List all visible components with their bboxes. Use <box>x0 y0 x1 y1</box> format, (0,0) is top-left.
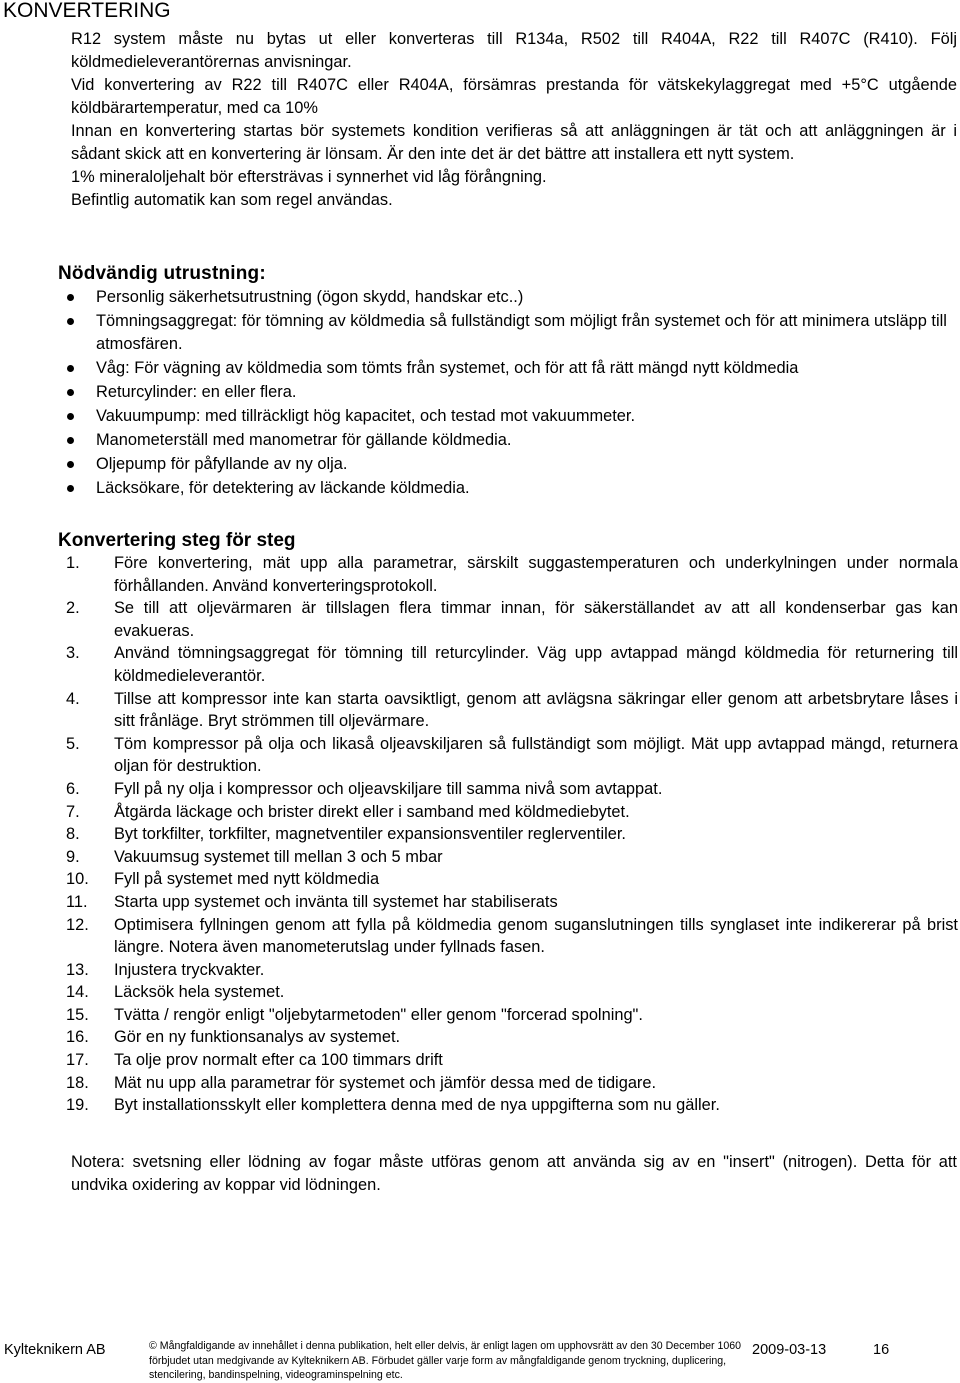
footer-date: 2009-03-13 <box>752 1342 827 1358</box>
step-number: 8. <box>66 825 80 844</box>
step-text: Optimisera fyllningen genom att fylla på köldmedia genom suganslutningen tills synglaset inte indikererar på brist längre. Notera även manometerutslag under fyllnads fasen. <box>114 915 958 957</box>
bullet-icon <box>67 294 74 301</box>
list-item-text: Tömningsaggregat: för tömning av köldmedia så fullständigt som möjligt från systemet och för att minimera utsläpp till atmosfären. <box>96 312 947 353</box>
intro-paragraph: Befintlig automatik kan som regel användas. <box>71 191 393 209</box>
step-item <box>58 1049 958 1072</box>
step-text: Starta upp systemet och invänta till systemet har stabiliserats <box>114 892 558 911</box>
step-text: Injustera tryckvakter. <box>114 960 265 979</box>
list-item <box>58 405 958 428</box>
bullet-icon <box>67 318 74 325</box>
list-item-text: Läcksökare, för detektering av läckande köldmedia. <box>96 479 470 497</box>
list-item <box>58 357 958 380</box>
step-item <box>58 891 958 914</box>
step-item <box>58 1072 958 1095</box>
step-text: Fyll på ny olja i kompressor och oljeavskiljare till samma nivå som avtappat. <box>114 779 663 798</box>
step-text: Tvätta / rengör enligt "oljebytarmetoden" eller genom "forcerad spolning". <box>114 1005 643 1024</box>
list-item <box>58 286 958 309</box>
step-item <box>58 688 958 733</box>
step-number: 13. <box>66 960 89 979</box>
step-number: 3. <box>66 644 80 663</box>
step-number: 6. <box>66 779 80 798</box>
step-number: 10. <box>66 870 89 889</box>
bullet-icon <box>67 485 74 492</box>
step-text: Byt torkfilter, torkfilter, magnetventiler expansionsventiler reglerventiler. <box>114 825 626 844</box>
step-text: Töm kompressor på olja och likaså oljeavskiljaren så fullständigt som möjligt. Mät upp avtappad mängd, returnera oljan för destruktion. <box>114 734 958 776</box>
step-number: 9. <box>66 847 80 866</box>
intro-paragraph: Vid konvertering av R22 till R407C eller R404A, försämras prestanda för vätskekylaggregat med +5°C utgående köldbärartemperatur, med ca 10% <box>71 76 957 117</box>
footer-company: Kylteknikern AB <box>4 1342 106 1358</box>
step-text: Vakuumsug systemet till mellan 3 och 5 mbar <box>114 847 443 866</box>
equipment-list <box>58 286 958 501</box>
step-text: Gör en ny funktionsanalys av systemet. <box>114 1028 401 1047</box>
list-item <box>58 310 958 356</box>
step-text: Använd tömningsaggregat för tömning till returcylinder. Väg upp avtappad mängd köldmedia för returnering till köldmedieleverantör. <box>114 644 958 685</box>
step-number: 16. <box>66 1028 89 1047</box>
step-item <box>58 733 958 778</box>
bullet-icon <box>67 413 74 420</box>
step-item <box>58 801 958 824</box>
step-item <box>58 597 958 642</box>
step-text: Läcksök hela systemet. <box>114 983 285 1002</box>
step-number: 4. <box>66 689 80 708</box>
steps-list <box>58 552 958 1117</box>
step-number: 12. <box>66 915 89 934</box>
list-item <box>58 381 958 404</box>
step-text: Fyll på systemet med nytt köldmedia <box>114 870 380 889</box>
step-text: Mät nu upp alla parametrar för systemet och jämför dessa med de tidigare. <box>114 1073 657 1092</box>
step-item <box>58 778 958 801</box>
intro-paragraph: Innan en konvertering startas bör systemets kondition verifieras så att anläggningen är tät och att anläggningen är i sådant skick att en konvertering är lönsam. Är den inte det är det bättre att installera ett nytt system. <box>71 122 957 163</box>
list-item <box>58 429 958 452</box>
step-text: Byt installationsskylt eller komplettera denna med de nya uppgifterna som nu gäller. <box>114 1096 720 1115</box>
list-item-text: Våg: För vägning av köldmedia som tömts från systemet, och för att få rätt mängd nytt köldmedia <box>96 359 799 377</box>
intro-paragraph: R12 system måste nu bytas ut eller konverteras till R134a, R502 till R404A, R22 till R407C (R410). Följ köldmedieleverantörernas anvisningar. <box>71 30 957 71</box>
list-item-text: Vakuumpump: med tillräckligt hög kapacitet, och testad mot vakuummeter. <box>96 407 636 425</box>
step-text: Före konvertering, mät upp alla parametrar, särskilt suggastemperaturen och underkylningen under normala förhållanden. Använd konverteringsprotokoll. <box>114 554 958 595</box>
step-number: 17. <box>66 1051 89 1070</box>
step-number: 11. <box>66 892 88 911</box>
step-number: 7. <box>66 802 80 821</box>
step-item <box>58 981 958 1004</box>
intro-section <box>71 28 957 212</box>
step-item <box>58 1026 958 1049</box>
step-text: Se till att oljevärmaren är tillslagen flera timmar innan, för säkerställandet av att all kondenserbar gas kan evakueras. <box>114 599 958 640</box>
step-item <box>58 823 958 846</box>
step-number: 18. <box>66 1073 89 1092</box>
step-item <box>58 1094 958 1117</box>
step-number: 5. <box>66 734 80 753</box>
bullet-icon <box>67 389 74 396</box>
intro-paragraph: 1% mineraloljehalt bör eftersträvas i synnerhet vid låg förångning. <box>71 168 547 186</box>
note-paragraph: Notera: svetsning eller lödning av fogar måste utföras genom att använda sig av en "insert" (nitrogen). Detta för att undvika oxidering av koppar vid lödningen. <box>71 1153 957 1194</box>
list-item <box>58 477 958 500</box>
step-item <box>58 1004 958 1027</box>
list-item-text: Returcylinder: en eller flera. <box>96 383 297 401</box>
step-text: Ta olje prov normalt efter ca 100 timmars drift <box>114 1051 443 1070</box>
step-text: Tillse att kompressor inte kan starta oavsiktligt, genom att avlägsna säkringar eller genom att arbetsbrytare låses i sitt frånläge. Bryt strömmen till oljevärmare. <box>114 689 958 731</box>
step-text: Åtgärda läckage och brister direkt eller i samband med köldmediebytet. <box>114 802 630 821</box>
step-item <box>58 846 958 869</box>
step-item <box>58 868 958 891</box>
steps-heading: Konvertering steg för steg <box>58 530 296 551</box>
footer-copyright: © Mångfaldigande av innehållet i denna publikation, helt eller delvis, är enligt lagen om upphovsrätt av den 30 December 1060 förbjudet utan medgivande av Kylteknikern AB. Förbudet gäller varje form av mångfaldigande genom tryckning, duplicering, stencilering, bandinspelning, videograminspelning etc. <box>149 1340 742 1381</box>
list-item-text: Oljepump för påfyllande av ny olja. <box>96 455 348 473</box>
step-item <box>58 552 958 597</box>
bullet-icon <box>67 437 74 444</box>
step-item <box>58 642 958 687</box>
step-item <box>58 959 958 982</box>
document-title: KONVERTERING <box>3 0 171 22</box>
equipment-heading: Nödvändig utrustning: <box>58 263 266 284</box>
page-number: 16 <box>873 1342 890 1358</box>
list-item <box>58 453 958 476</box>
step-number: 1. <box>66 554 80 572</box>
list-item-text: Manometerställ med manometrar för gällande köldmedia. <box>96 431 512 449</box>
step-item <box>58 914 958 959</box>
bullet-icon <box>67 365 74 372</box>
bullet-icon <box>67 461 74 468</box>
step-number: 14. <box>66 983 89 1002</box>
step-number: 15. <box>66 1005 89 1024</box>
step-number: 2. <box>66 599 80 618</box>
step-number: 19. <box>66 1096 89 1115</box>
list-item-text: Personlig säkerhetsutrustning (ögon skydd, handskar etc..) <box>96 288 524 306</box>
